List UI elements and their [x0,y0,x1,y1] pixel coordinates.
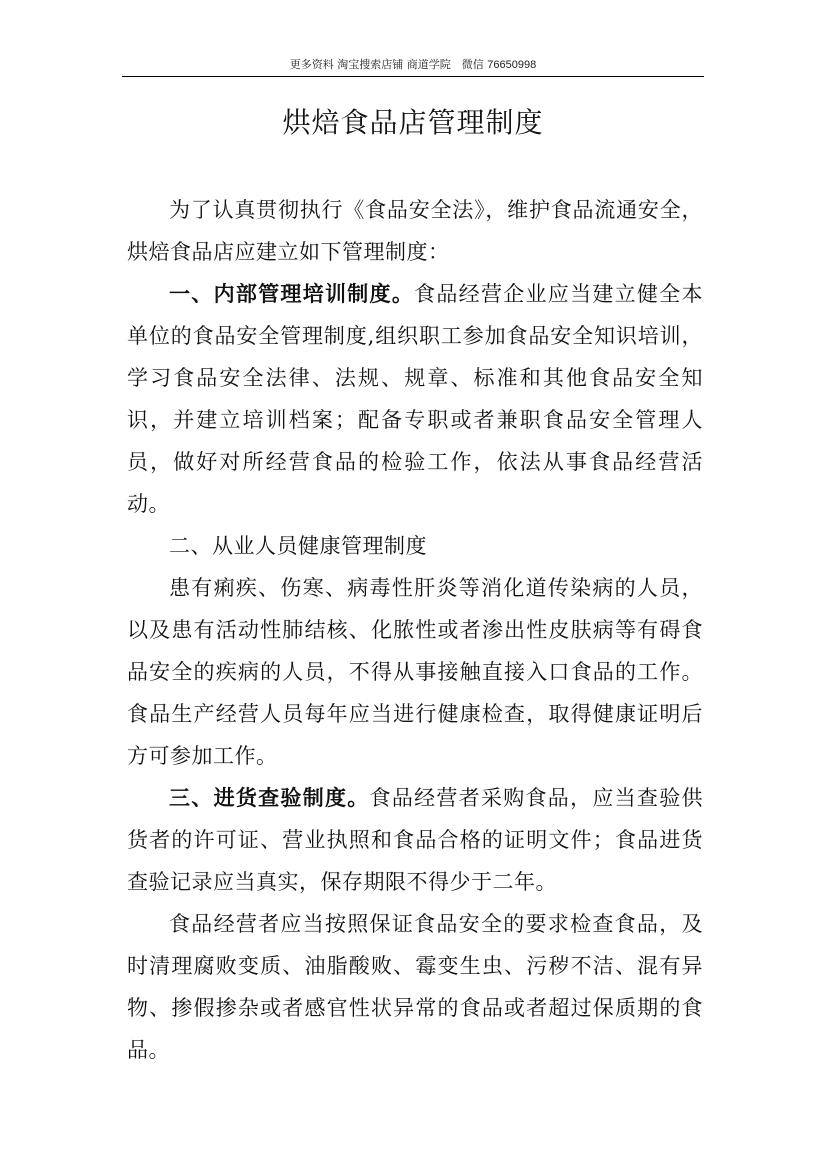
paragraph-text: 患有痢疾、伤寒、病毒性肝炎等消化道传染病的人员，以及患有活动性肺结核、化脓性或者渗出性皮肤病等有碍食品安全的疾病的人员，不得从事接触直接入口食品的工作。食品生产经营人员每年应当进行健康检查，取得健康证明后方可参加工作。 [127,576,703,768]
header-divider [122,76,704,77]
page-header [122,57,704,73]
paragraph-text: 食品经营者采购食品，应当查验供货者的许可证、营业执照和食品合格的证明文件；食品进货查验记录应当真实，保存期限不得少于二年。 [127,786,704,894]
paragraph-food-inspection [127,903,703,1071]
paragraph-internal-training [127,273,703,525]
header-wechat-number: 76650998 [487,59,537,71]
paragraph-staff-health [127,567,703,777]
paragraph-text: 二、从业人员健康管理制度 [169,534,427,558]
paragraph-text: 为了认真贯彻执行《食品安全法》，维护食品流通安全，烘焙食品店应建立如下管理制度： [127,198,703,264]
header-promo-text: 更多资料 淘宝搜索店铺 商道学院 微信 [289,58,484,71]
document-title: 烘焙食品店管理制度 [282,106,544,139]
document-body [127,189,703,1071]
paragraph-text: 食品经营企业应当建立健全本单位的食品安全管理制度,组织职工参加食品安全知识培训，学习食品安全法律、法规、规章、标准和其他食品安全知识，并建立培训档案；配备专职或者兼职食品安全管理人员，做好对所经营食品的检验工作，依法从事食品经营活动。 [127,282,703,516]
section-heading-staff-health [127,525,703,567]
paragraph-purchase-inspection [127,777,703,903]
section-heading-purchase-inspection: 三、进货查验制度。 [169,785,370,810]
paragraph-text: 食品经营者应当按照保证食品安全的要求检查食品，及时清理腐败变质、油脂酸败、霉变生虫、污秽不洁、混有异物、掺假掺杂或者感官性状异常的食品或者超过保质期的食品。 [127,912,703,1062]
paragraph-intro [127,189,703,273]
section-heading-internal-training: 一、内部管理培训制度。 [169,281,415,306]
